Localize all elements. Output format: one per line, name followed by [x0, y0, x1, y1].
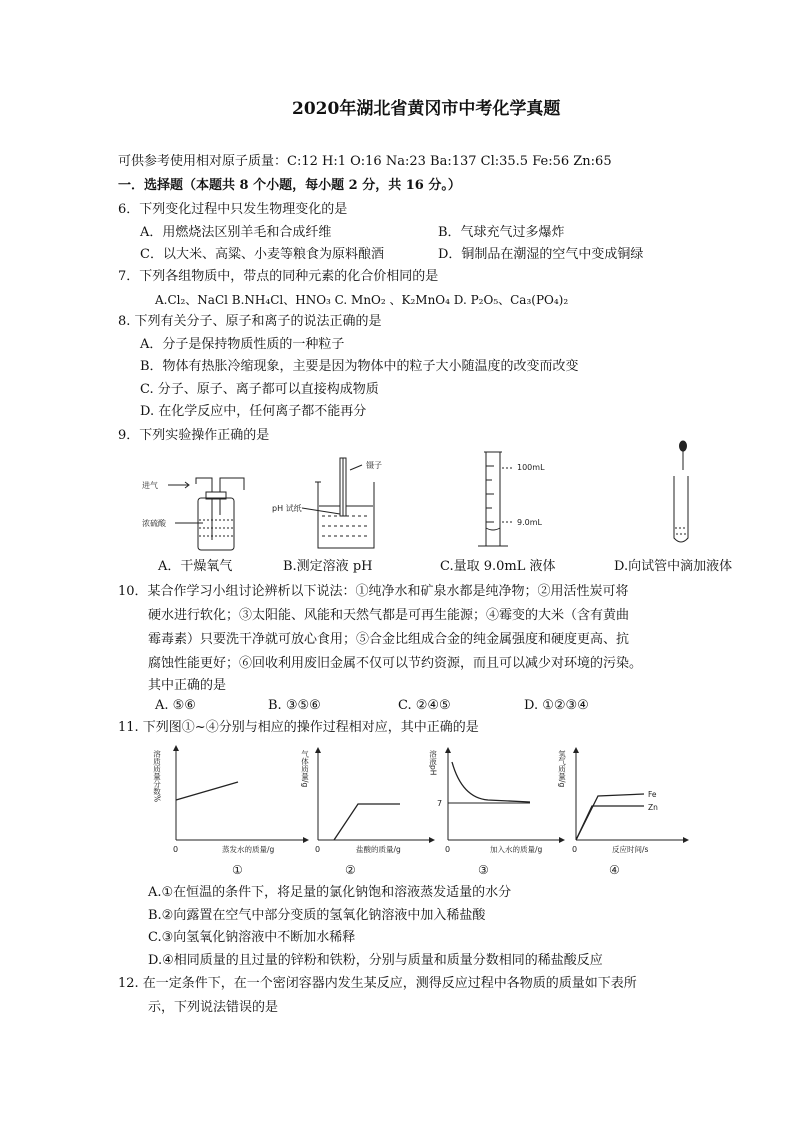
q9-apparatus-figures	[0, 440, 794, 555]
q10-option-a: A. ⑤⑥	[155, 698, 196, 713]
graph-3	[428, 749, 562, 877]
q11-option-d: D.④相同质量的且过量的锌粉和铁粉，分别与质量和质量分数相同的稀盐酸反应	[148, 953, 603, 968]
q6-stem: 6．下列变化过程中只发生物理变化的是	[118, 202, 348, 217]
graph-3-x-label: 加入水的质量/g	[490, 845, 543, 854]
q8-option-c: C. 分子、原子、离子都可以直接构成物质	[140, 382, 379, 397]
q10-line-4: 腐蚀性能更好；⑥回收利用废旧金属不仅可以节约资源，而且可以减少对环境的污染。	[148, 656, 643, 671]
q11-option-b: B.②向露置在空气中部分变质的氢氧化钠溶液中加入稀盐酸	[148, 908, 486, 923]
graph-2-y-label: 气体质量/g	[300, 750, 310, 788]
graph-2-number: ②	[345, 863, 356, 877]
q8-option-a: A．分子是保持物质性质的一种粒子	[140, 337, 345, 352]
q9-option-b: B.测定溶液 pH	[283, 559, 373, 574]
gas-washing-bottle-diagram	[142, 478, 244, 550]
q10-option-d: D. ①②③④	[524, 698, 589, 713]
label-tweezers: 镊子	[366, 461, 382, 470]
graph-2-x-label: 盐酸的质量/g	[356, 845, 401, 854]
graph-1-y-label: 溶质质量分数%	[152, 750, 162, 803]
beaker-ph-diagram	[272, 458, 382, 548]
q10-line-2: 硬水进行软化；③太阳能、风能和天然气都是可再生能源；④霉变的大米（含有黄曲	[148, 608, 630, 623]
graph-1-x-label: 蒸发水的质量/g	[222, 845, 275, 854]
q7-options: A.Cl₂、NaCl B.NH₄Cl、HNO₃ C. MnO₂ 、K₂MnO₄ D. P₂O₅、Ca₃(PO₄)₂	[155, 293, 569, 307]
q12-line-2: 示，下列说法错误的是	[148, 1000, 279, 1015]
label-9ml: 9.0mL	[517, 518, 542, 527]
graph-4-zn-label: Zn	[648, 803, 658, 812]
graph-3-number: ③	[478, 863, 489, 877]
q10-option-b: B. ③⑤⑥	[268, 698, 321, 713]
graph-1-number: ①	[232, 863, 243, 877]
q10-line-5: 其中正确的是	[148, 678, 227, 693]
graph-4-origin: 0	[572, 845, 578, 854]
q11-option-c: C.③向氢氧化钠溶液中不断加水稀释	[148, 930, 356, 945]
label-100ml: 100mL	[517, 463, 545, 472]
graph-4-fe-label: Fe	[648, 790, 657, 799]
q12-line-1: 12. 在一定条件下，在一个密闭容器内发生某反应，测得反应过程中各物质的质量如下表所	[118, 976, 637, 991]
q11-option-a: A.①在恒温的条件下，将足量的氯化钠饱和溶液蒸发适量的水分	[148, 885, 512, 900]
q10-option-c: C. ②④⑤	[398, 698, 451, 713]
q6-option-c: C．以大米、高粱、小麦等粮食为原料酿酒	[140, 247, 384, 262]
section-heading: 一．选择题（本题共 8 个小题，每小题 2 分，共 16 分。）	[118, 178, 461, 193]
label-inlet-gas: 进气	[142, 481, 158, 490]
q11-graphs	[0, 740, 794, 880]
q9-option-c: C.量取 9.0mL 液体	[440, 559, 556, 574]
graph-3-y-label: 溶液pH	[428, 750, 438, 776]
graph-3-ph-7: 7	[437, 799, 443, 808]
q8-stem: 8. 下列有关分子、原子和离子的说法正确的是	[118, 314, 382, 329]
graph-4-y-label: 氢气质量/g	[557, 750, 567, 788]
test-tube-dropper-diagram	[674, 441, 688, 542]
q6-option-b: B．气球充气过多爆炸	[438, 225, 565, 240]
atomic-masses: 可供参考使用相对原子质量：C:12 H:1 O:16 Na:23 Ba:137 Cl:35.5 Fe:56 Zn:65	[118, 154, 612, 169]
label-conc-sulfuric: 浓硫酸	[142, 519, 166, 528]
graph-1	[152, 748, 306, 877]
q10-line-3: 霉毒素）只要洗干净就可放心食用；⑤合金比组成合金的纯金属强度和硬度更高、抗	[148, 632, 630, 647]
q11-stem: 11. 下列图①~④分别与相应的操作过程相对应，其中正确的是	[118, 720, 479, 735]
q6-option-a: A．用燃烧法区别羊毛和合成纤维	[140, 225, 332, 240]
graph-4-x-label: 反应时间/s	[612, 845, 649, 854]
q9-option-d: D.向试管中滴加液体	[614, 559, 733, 574]
graph-2	[300, 749, 432, 877]
page-title: 2020年湖北省黄冈市中考化学真题	[292, 99, 561, 119]
label-ph-paper: pH 试纸	[272, 504, 302, 513]
q8-option-d: D. 在化学反应中，任何离子都不能再分	[140, 404, 367, 419]
q7-stem: 7．下列各组物质中，带点的同种元素的化合价相同的是	[118, 269, 439, 284]
graph-4	[557, 749, 686, 877]
graduated-cylinder-diagram	[478, 452, 545, 546]
q9-stem: 9．下列实验操作正确的是	[118, 428, 270, 443]
graph-3-origin: 0	[445, 845, 451, 854]
q10-line-1: 10．某合作学习小组讨论辨析以下说法：①纯净水和矿泉水都是纯净物；②用活性炭可将	[118, 584, 629, 599]
graph-2-origin: 0	[315, 845, 321, 854]
q6-option-d: D．铜制品在潮湿的空气中变成铜绿	[438, 247, 644, 262]
graph-4-number: ④	[609, 863, 620, 877]
q9-option-a: A．干燥氧气	[158, 559, 233, 574]
graph-1-origin: 0	[173, 845, 179, 854]
q8-option-b: B．物体有热胀冷缩现象，主要是因为物体中的粒子大小随温度的改变而改变	[140, 359, 579, 374]
